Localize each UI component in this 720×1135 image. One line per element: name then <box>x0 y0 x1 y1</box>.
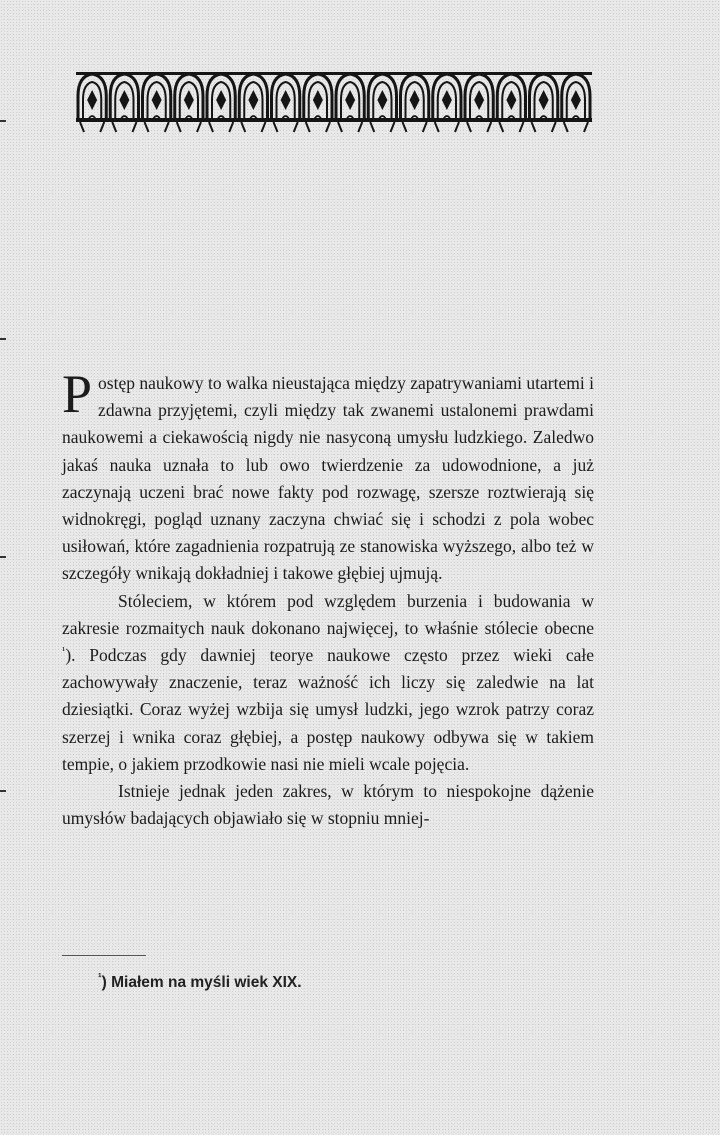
paragraph-1 <box>62 364 594 588</box>
paragraph-2 <box>62 588 594 778</box>
footnote-text: ) Miałem na myśli wiek XIX. <box>101 974 302 991</box>
body-text <box>62 364 594 832</box>
ornament-graphic <box>76 68 592 134</box>
footnote-reference: ¹ <box>62 645 66 658</box>
paragraph-2-text-a: Stóleciem, w którem pod względem burzenia i budowania w zakresie rozmaitych nauk dokonano najwięcej, to właśnie stólecie obecne <box>62 590 594 638</box>
margin-mark <box>0 120 6 122</box>
ornament-motif <box>110 74 138 132</box>
ornament-header <box>76 68 592 134</box>
paragraph-3-text: Istnieje jednak jeden zakres, w którym to niespokojne dążenie umysłów badających objawiało się w stopniu mniej- <box>62 781 594 829</box>
ornament-motif <box>78 74 106 132</box>
ornament-motif <box>465 74 493 132</box>
ornament-motif <box>304 74 332 132</box>
ornament-motif <box>143 74 171 132</box>
paragraph-2-text-b: ). Podczas gdy dawniej teorye naukowe często przez wieki całe zachowywały znaczenie, teraz ważność ich liczy się zaledwie na lat dziesiątki. Coraz wyżej wzbija się umysł ludzki, jego wzrok patrzy coraz szerzej i wnika coraz głębiej, a postęp naukowy odbywa się w takiem tempie, o jakiem przodkowie nasi nie mieli wcale pojęcia. <box>62 645 594 774</box>
ornament-motif <box>272 74 300 132</box>
margin-mark <box>0 790 6 792</box>
footnote-mark: ¹ <box>98 971 102 984</box>
footnote-divider <box>62 955 146 956</box>
ornament-motif <box>175 74 203 132</box>
dropcap: P <box>62 364 93 424</box>
ornament-motif <box>207 74 235 132</box>
ornament-motif <box>530 74 558 132</box>
ornament-motif <box>401 74 429 132</box>
ornament-motif <box>239 74 267 132</box>
paragraph-1-text: ostęp naukowy to walka nieustająca między zapatrywaniami utartemi i zdawna przyjętemi, czyli między tak zwanemi ustalonemi prawdami naukowemi a ciekawością nigdy nie nasyconą umysłu ludzkiego. Zaledwo jakaś nauka uznała to lub owo twierdzenie za udowodnione, a już zaczynają uczeni brać nowe fakty pod rozwagę, szersze roztwierają się widnokręgi, pogląd uznany zaczyna chwiać się i schodzi z pola wobec usiłowań, które zagadnienia rozpatrują ze stanowiska wyższego, albo też w szczegóły wnikają dokładniej i takowe głębiej ujmują. <box>62 373 594 584</box>
margin-mark <box>0 556 6 558</box>
paragraph-3 <box>62 778 594 832</box>
footnote <box>98 972 618 994</box>
ornament-motif <box>562 74 590 132</box>
ornament-motif <box>497 74 525 132</box>
ornament-motif <box>433 74 461 132</box>
ornament-motif <box>368 74 396 132</box>
ornament-motif <box>336 74 364 132</box>
margin-mark <box>0 338 6 340</box>
